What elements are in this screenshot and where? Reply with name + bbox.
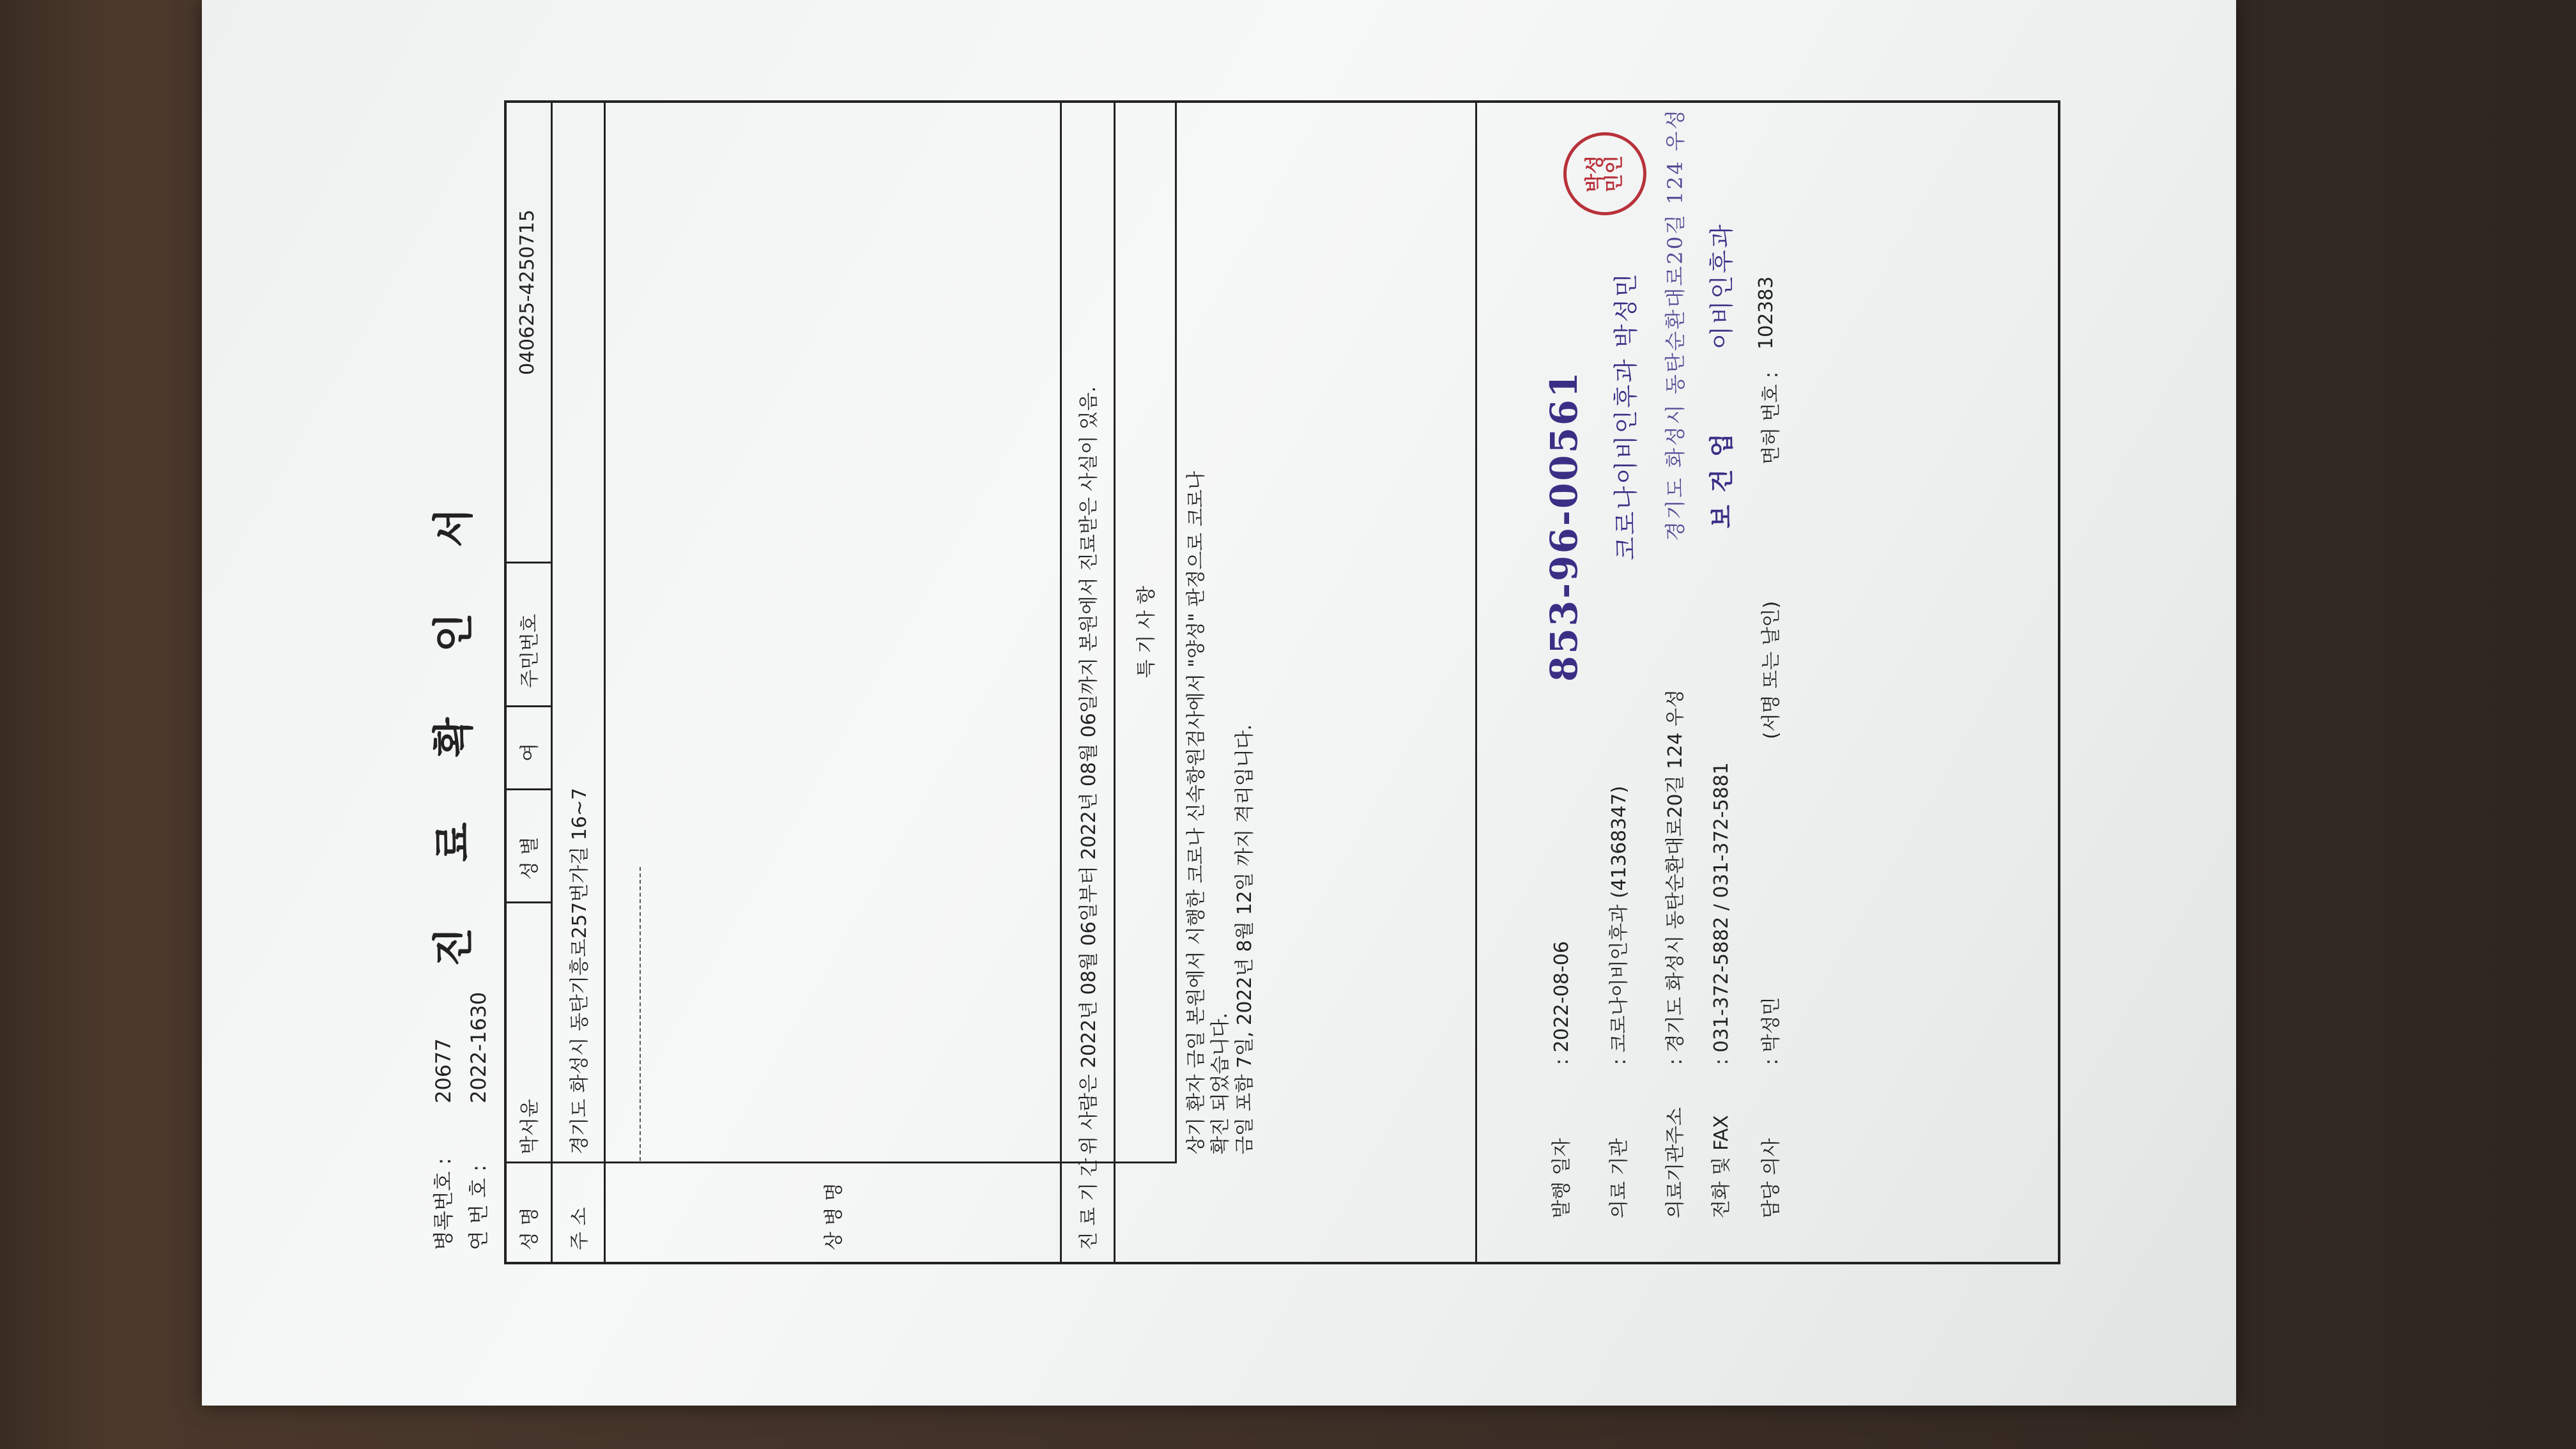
col-divider: [504, 705, 551, 707]
sign-note: (서명 또는 날인): [1760, 601, 1782, 739]
doctor-name: 담당 의사: 박성민: [1760, 997, 1782, 1218]
patient-address: 경기도 화성시 동탄기흥로257번가길 16~7: [568, 788, 591, 1154]
stamp-address: 경기도 화성시 동탄순환대로20길 124 우성: [1663, 107, 1687, 541]
row-divider: [1475, 100, 1477, 1264]
col-divider: [504, 788, 551, 790]
patient-rrn: 040625-4250715: [516, 210, 539, 375]
stamp-clinic-name: 코로나이비인후과 박성민: [1612, 272, 1640, 560]
name-label: 성 명: [518, 1207, 541, 1250]
disease-label: 상 병 명: [823, 1182, 845, 1250]
issue-date: 발행 일자: 2022-08-06: [1551, 941, 1573, 1218]
stamp-clinic-type: 이비인후과: [1708, 222, 1736, 349]
stamp-business-number: 853-96-00561: [1542, 370, 1586, 682]
remarks-line-1: 상기 환자 금일 본원에서 시행한 코로나 신속항원검사에서 "양성" 판정으로 코로나: [1185, 471, 1208, 1154]
document-title: 진 료 확 인 서: [431, 482, 478, 967]
remarks-line-3: 금일 포함 7일, 2022년 8월 12일 까지 격리입니다.: [1234, 724, 1256, 1154]
row-divider: [604, 100, 606, 1264]
certificate-form: [402, 103, 1981, 1346]
address-label: 주 소: [568, 1207, 591, 1250]
clinic-address: 의료기관주소: 경기도 화성시 동탄순환대로20길 124 우성: [1664, 689, 1687, 1218]
period-label: 진 료 기 간: [1078, 1158, 1100, 1250]
serial-number: 연 번 호 :2022-1630: [466, 992, 491, 1250]
clinic-phone: 전화 및 FAX: 031-372-5882 / 031-372-5881: [1710, 762, 1733, 1218]
sex-label: 성 별: [518, 836, 541, 880]
license-label: 면허 번호 :: [1760, 371, 1782, 464]
col-divider: [504, 1162, 1060, 1163]
dashed-line: [640, 867, 641, 1161]
row-divider: [1175, 100, 1177, 1163]
form-table: [504, 100, 2060, 1264]
col-divider: [504, 901, 551, 903]
rrn-label: 주민번호: [518, 614, 541, 688]
patient-sex: 여: [518, 743, 541, 762]
stamp-ceo: 보 건 업: [1707, 431, 1736, 528]
record-number: 병록번호 :20677: [431, 1038, 456, 1250]
remarks-label: 특 기 사 항: [1135, 585, 1158, 678]
patient-name: 박서윤: [518, 1099, 541, 1154]
license-number: 102383: [1755, 276, 1777, 349]
col-divider: [504, 562, 551, 564]
red-seal-icon: 박성 민인: [1563, 132, 1646, 215]
period-text: 위 사람은 2022년 08월 06일부터 2022년 08월 06일까지 본원에서 진료받은 사실이 있음.: [1078, 386, 1100, 1154]
remarks-line-2: 확진 되었습니다.: [1209, 1013, 1232, 1154]
clinic-name: 의료 기관: 코로나이비인후과 (41368347): [1608, 785, 1630, 1218]
